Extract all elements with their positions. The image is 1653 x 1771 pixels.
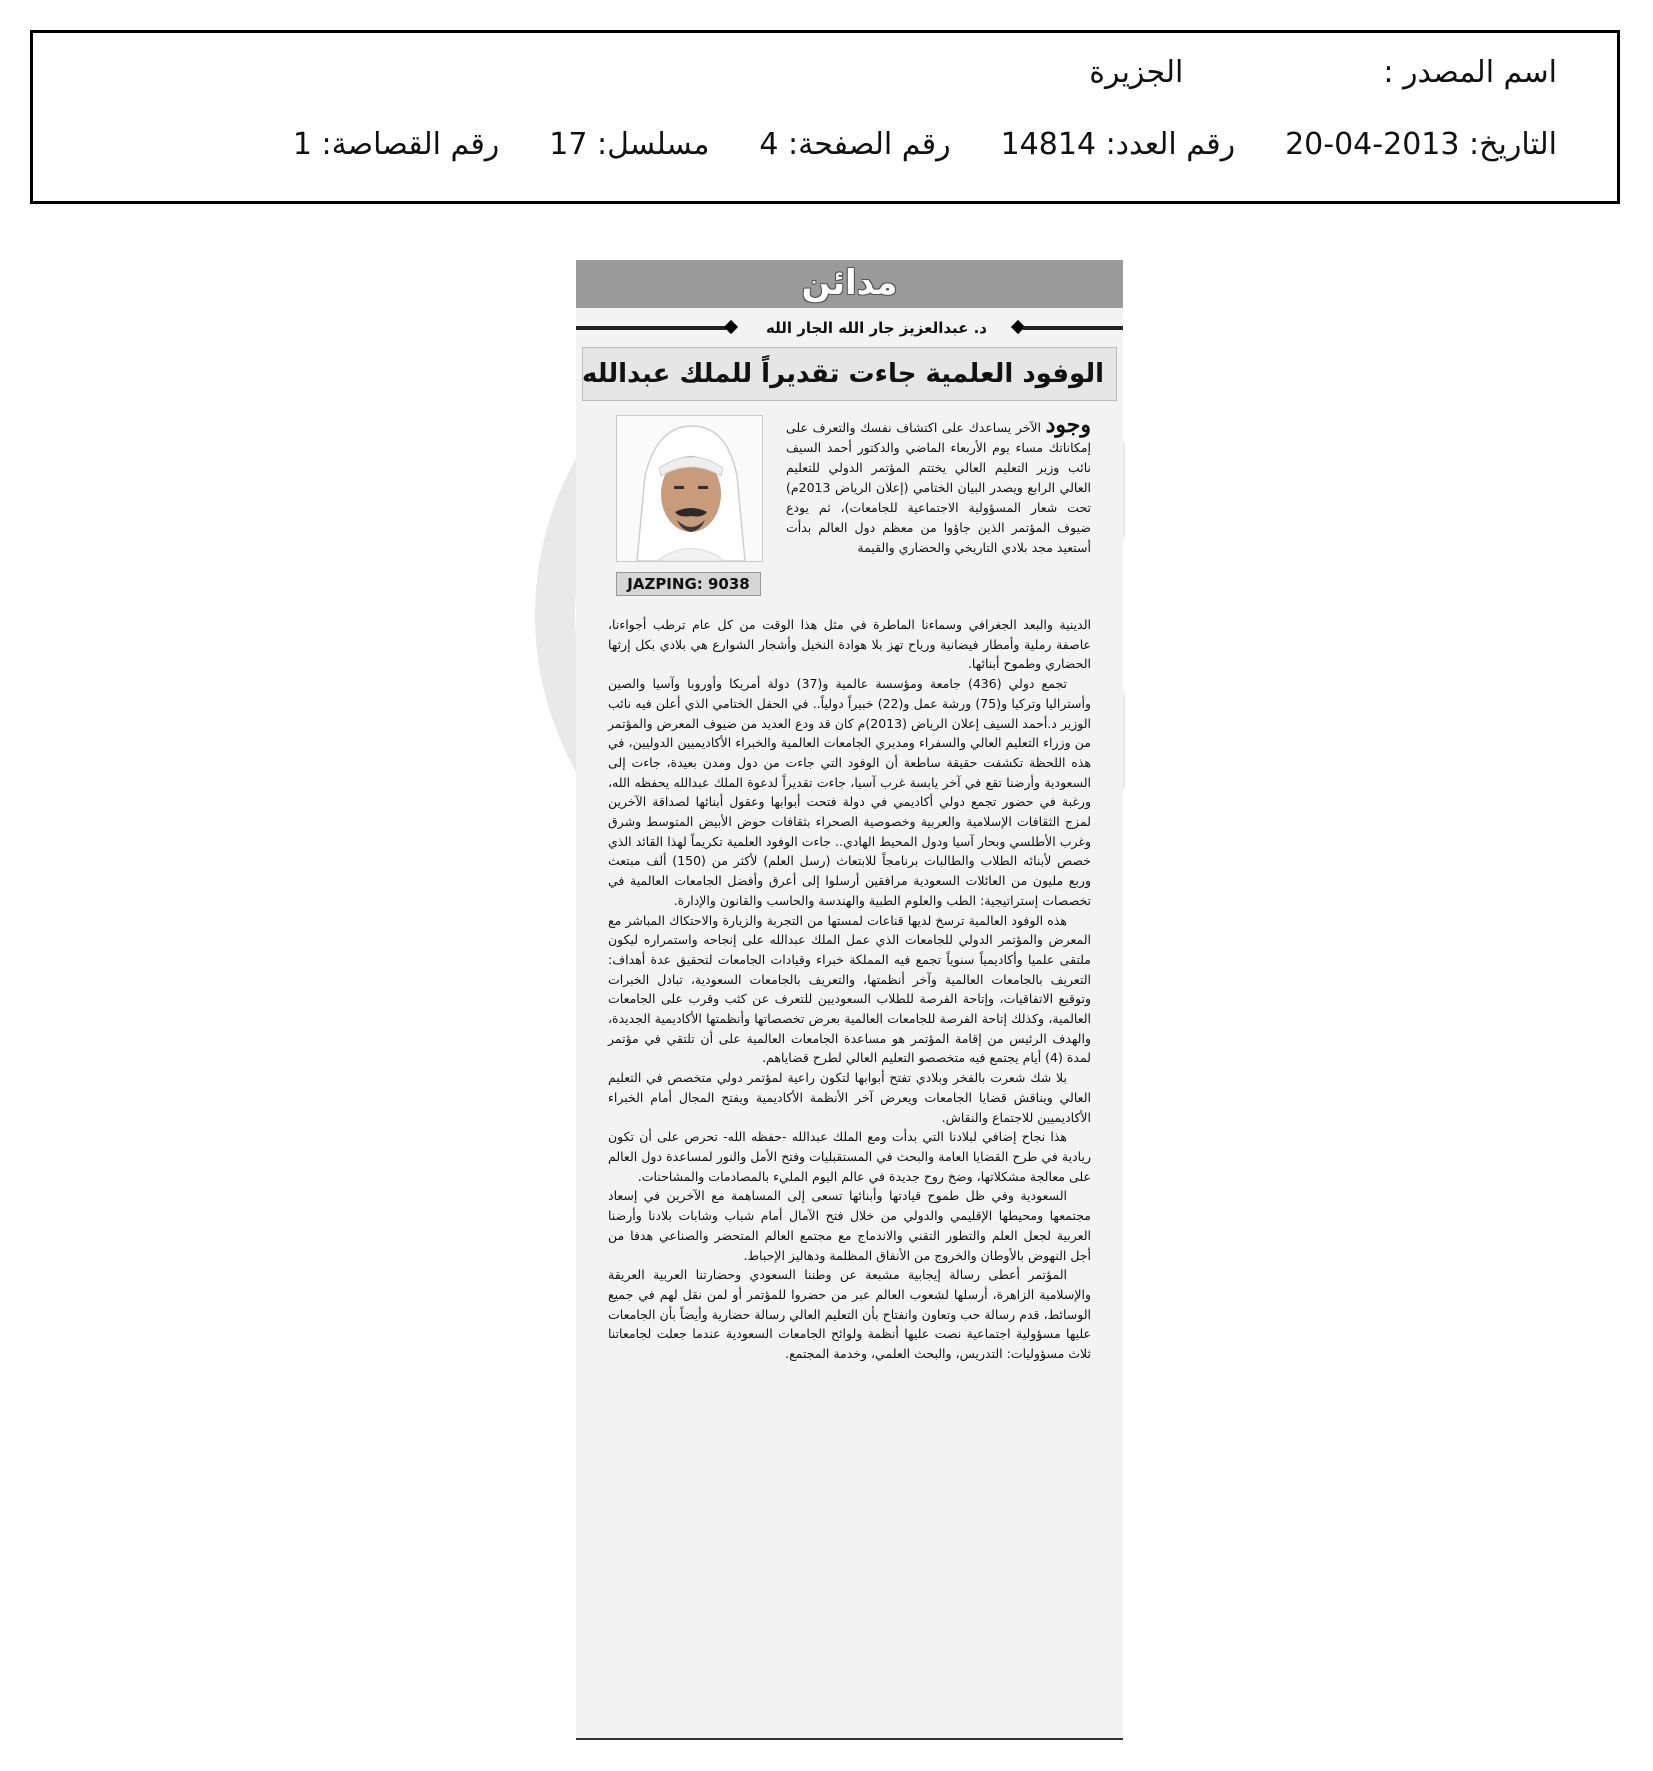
article-intro	[786, 412, 1091, 558]
clip-value: 1	[292, 127, 312, 162]
author-byline: د. عبدالعزيز جار الله الجار الله	[766, 319, 987, 337]
source-value: الجزيرة	[1089, 55, 1184, 90]
section-band	[576, 260, 1123, 308]
issue-value: 14814	[1000, 127, 1097, 162]
byline-rule-left	[576, 326, 726, 330]
author-portrait-image	[617, 416, 762, 561]
body-paragraph: المؤتمر أعطى رسالة إيجابية مشبعة عن وطننا السعودي وحضارتنا العربية العريقة والإسلامية الزاهرة، أرسلها لشعوب العالم عبر من حضروا للمؤتمر أو لمن نقل لهم في جميع الوسائط، قدم رسالة حب وتعاون وانفتاح بأن التعليم العالي رسالة حضارية وأيضاً بأن الجامعات عليها مسؤولية اجتماعية نصت عليها أنظمة ولوائح الجامعات السعودية عندما جعلت لجامعاتنا ثلاث مسؤوليات: التدريس، والبحث العلمي، وخدمة المجتمع.	[608, 1267, 1091, 1362]
page-field	[759, 127, 950, 162]
dropcap-word: وجود	[1045, 412, 1091, 438]
byline-row	[576, 315, 1123, 341]
author-photo	[616, 415, 763, 562]
body-paragraph: هذه الوفود العالمية ترسخ لديها قناعات لمستها من التجربة والزيارة والاحتكاك المباشر مع المعرض والمؤتمر الدولي للجامعات الذي عمل الملك عبدالله على إنجاحه واستمراره ليكون ملتقى علميا وأكاديمياً سنوياً تجمع فيه المملكة خبراء وقيادات الجامعات لتحقيق عدة أهداف: التعريف بالجامعات العالمية وآخر أنظمتها، والتعريف بالجامعات السعودية، تبادل الخبرات وتوقيع الاتفاقيات، وإتاحة الفرصة للطلاب السعوديين للتعرف عن كثب وقرب على الجامعات العالمية، وكذلك إتاحة الفرصة للجامعات العالمية بعرض تخصصاتها وأنظمتها الأكاديمية الجديدة، والهدف الرئيس من إقامة المؤتمر هو مساعدة الجامعات العالمية على أن تلتقي في مؤتمر لمدة (4) أيام يجتمع فيه متخصصو التعليم العالي لطرح قضاياهم.	[608, 912, 1091, 1066]
page-value: 4	[759, 127, 779, 162]
clip-label: رقم القصاصة:	[321, 127, 500, 162]
article-body	[608, 615, 1091, 1364]
headline-box	[582, 347, 1117, 401]
issue-field	[1001, 127, 1235, 162]
body-paragraph: هذا نجاح إضافي لبلادنا التي بدأت ومع الملك عبدالله -حفظه الله- تحرص على أن تكون ريادية في طرح القضايا العامة والبحث في المستقبليات وفتح الأمل والنور لمساعدة دول العالم على معالجة مشكلاتها، وضخ روح جديدة في عالم اليوم المليء بالمصادمات والمشاحنات.	[608, 1129, 1091, 1184]
author-code-badge: JAZPING: 9038	[616, 572, 761, 596]
date-value: 2013-04-20	[1285, 127, 1460, 162]
source-info-box	[30, 30, 1620, 204]
intro-text: الآخر يساعدك على اكتشاف نفسك والتعرف على إمكاناتك مساء يوم الأربعاء الماضي والدكتور أحمد السيف نائب وزير التعليم العالي يختتم المؤتمر الدولي للتعليم العالي الرابع ويصدر البيان الختامي (إعلان الرياض 2013م) تحت شعار المسؤولية الاجتماعية للجامعات)، ثم يودع ضيوف المؤتمر الذين جاؤوا من معظم دول العالم بدأت أستعيد مجد بلادي التاريخي والحضاري والقيمة	[786, 420, 1091, 555]
date-label: التاريخ:	[1469, 127, 1557, 162]
clip-field	[293, 127, 499, 162]
section-name: مدائن	[801, 263, 898, 303]
serial-field	[549, 127, 709, 162]
issue-label: رقم العدد:	[1105, 127, 1236, 162]
source-label: اسم المصدر :	[1383, 55, 1557, 90]
date-field	[1285, 127, 1557, 162]
byline-rule-right	[1023, 326, 1123, 330]
page-label: رقم الصفحة:	[788, 127, 951, 162]
source-line	[1089, 55, 1557, 90]
body-paragraph: السعودية وفي ظل طموح قيادتها وأبنائها تسعى إلى المساهمة مع الآخرين في إسعاد مجتمعها ومحيطها الإقليمي والدولي من خلال فتح الآمال أمام شباب وشابات بلادنا وأرضنا العربية لجعل العلم والتطور التقني والاندماج مع مجتمع العالم المتحضر والصناعي هدفا من أجل النهوض بالأوطان والخروج من الأنفاق المظلمة ودهاليز الإحباط.	[608, 1188, 1091, 1263]
bottom-rule	[576, 1738, 1123, 1740]
serial-label: مسلسل:	[597, 127, 710, 162]
headline: الوفود العلمية جاءت تقديراً للملك عبدالله	[581, 359, 1104, 389]
body-paragraph: بلا شك شعرت بالفخر وبلادي تفتح أبوابها لتكون راعية لمؤتمر دولي متخصص في التعليم العالي ويناقش قضايا الجامعات ويعرض آخر الأنظمة الأكاديمية ويفتح المجال أمام الخبراء الأكاديميين للاجتماع والنقاش.	[608, 1070, 1091, 1125]
meta-line	[293, 127, 1557, 162]
diamond-icon	[724, 320, 738, 334]
body-paragraph: تجمع دولي (436) جامعة ومؤسسة عالمية و(37) دولة أمريكا وأوروبا وآسيا والصين وأستراليا وتركيا و(75) ورشة عمل و(22) خبيراً دولياً.. في الحفل الختامي الذي أعلن فيه نائب الوزير د.أحمد السيف إعلان الرياض (2013)م كان قد ودع العديد من ضيوف المعرض والمؤتمر من وزراء التعليم العالي والسفراء ومديري الجامعات العالمية والخبراء الأكاديميين الدوليين، في هذه اللحظة تكشفت حقيقة ساطعة أن الوفود التي جاءت من دول ومدن بعيدة، جاءت إلى السعودية وأرضنا تقع في آخر يابسة غرب آسيا، جاءت تقديراً لدعوة الملك عبدالله يحفظه الله، ورغبة في حضور تجمع دولي أكاديمي في دولة فتحت أبوابها وعقول أبنائها لصداقة الآخرين لمزج الثقافات الإسلامية والعربية وخصوصية الصحراء بثقافات حوض الأبيض المتوسط وشرق وغرب الأطلسي وبحار آسيا ودول المحيط الهادي.. جاءت الوفود العلمية تكريماً لهذا القائد الذي خصص لأبنائه الطلاب والطالبات برنامجاً للابتعاث (رسل العلم) لأكثر من (150) ألف مبتعث وربع مليون من العائلات السعودية مرافقين أرسلوا إلى أعرق وأفضل الجامعات العالمية في تخصصات إستراتيجية: الطب والعلوم الطبية والهندسة والحاسب والقانون والإدارة.	[608, 676, 1091, 908]
newspaper-clipping	[576, 260, 1123, 1738]
body-paragraph: الدينية والبعد الجغرافي وسماءنا الماطرة في مثل هذا الوقت من كل عام ترطب أجواءنا، عاصفة رملية وأمطار فيضانية ورياح تهز بلا هوادة النخيل وأشجار الشوارع هي بلادي بكل إرثها الحضاري وطموح أبنائها.	[608, 617, 1091, 672]
serial-value: 17	[549, 127, 588, 162]
